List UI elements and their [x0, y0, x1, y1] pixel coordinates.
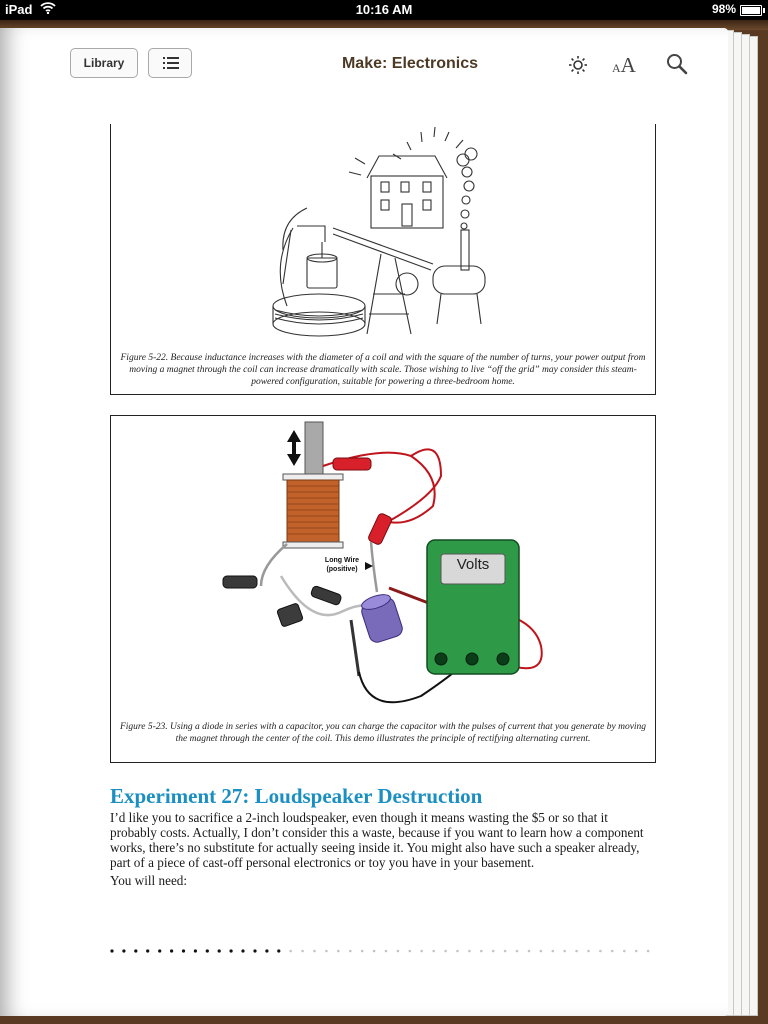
steam-generator-illustration	[111, 124, 655, 346]
progress-dot-empty[interactable]	[528, 950, 531, 953]
progress-dot-empty[interactable]	[599, 950, 602, 953]
progress-dot-filled[interactable]	[110, 949, 113, 952]
progress-dot-empty[interactable]	[337, 950, 340, 953]
book-title: Make: Electronics	[341, 55, 479, 72]
progress-dot-empty[interactable]	[611, 950, 614, 953]
figure-5-22	[110, 124, 656, 395]
progress-dot-filled[interactable]	[170, 949, 173, 952]
font-size-small-label: A	[612, 61, 621, 75]
font-size-icon[interactable]	[612, 53, 636, 78]
progress-dot-empty[interactable]	[385, 950, 388, 953]
progress-dot-filled[interactable]	[265, 949, 268, 952]
progress-dot-empty[interactable]	[373, 950, 376, 953]
progress-dot-empty[interactable]	[504, 950, 507, 953]
progress-dot-empty[interactable]	[397, 950, 400, 953]
figure-5-22-caption: Figure 5-22. Because inductance increases with the diameter of a coil and with the square of the number of turns, your power output from moving a magnet through the coil can increase dramatically with scale. Those wishing to live “off the grid” may consider this steam-powered configuration, suitable for powering a three-bedroom home.	[120, 353, 646, 387]
progress-dot-filled[interactable]	[253, 949, 256, 952]
carrier-label: iPad	[5, 2, 33, 17]
progress-dot-empty[interactable]	[468, 950, 471, 953]
rectifier-circuit-illustration	[111, 416, 655, 716]
long-wire-label-line1: Long Wire	[324, 557, 360, 564]
long-wire-label-line2: (positive)	[326, 566, 358, 573]
progress-dot-empty[interactable]	[313, 950, 316, 953]
meter-display-label: Volts	[456, 556, 490, 573]
toc-button[interactable]	[148, 48, 192, 78]
progress-dot-empty[interactable]	[432, 950, 435, 953]
toc-list-icon	[163, 57, 179, 69]
progress-dot-empty[interactable]	[420, 950, 423, 953]
progress-dot-empty[interactable]	[575, 950, 578, 953]
progress-dot-filled[interactable]	[194, 949, 197, 952]
progress-dot-filled[interactable]	[158, 949, 161, 952]
progress-dot-empty[interactable]	[552, 950, 555, 953]
progress-dot-empty[interactable]	[444, 950, 447, 953]
progress-dot-empty[interactable]	[647, 950, 650, 953]
battery-percent: 98%	[711, 2, 736, 16]
progress-dot-empty[interactable]	[540, 950, 543, 953]
progress-dot-filled[interactable]	[122, 949, 125, 952]
progress-dot-empty[interactable]	[635, 950, 638, 953]
progress-dot-empty[interactable]	[349, 950, 352, 953]
progress-dot-filled[interactable]	[277, 949, 280, 952]
font-size-large-label: A	[620, 53, 636, 77]
progress-dot-empty[interactable]	[480, 950, 483, 953]
figure-5-23	[110, 415, 656, 763]
progress-dot-empty[interactable]	[456, 950, 459, 953]
progress-dot-filled[interactable]	[182, 949, 185, 952]
progress-dot-empty[interactable]	[361, 950, 364, 953]
long-wire-label	[317, 556, 367, 574]
progress-dot-empty[interactable]	[289, 950, 292, 953]
progress-dot-empty[interactable]	[623, 950, 626, 953]
figure-5-23-caption: Figure 5-23. Using a diode in series with a capacitor, you can charge the capacitor with the pulses of current that you generate by moving the magnet through the center of the coil. This demo illustrates the principle of rectifying alternating current.	[119, 722, 647, 744]
progress-dot-empty[interactable]	[516, 950, 519, 953]
progress-dot-empty[interactable]	[409, 950, 412, 953]
progress-dot-filled[interactable]	[230, 949, 233, 952]
progress-dot-filled[interactable]	[218, 949, 221, 952]
progress-dot-empty[interactable]	[325, 950, 328, 953]
progress-dot-filled[interactable]	[206, 949, 209, 952]
progress-dot-empty[interactable]	[563, 950, 566, 953]
progress-dot-empty[interactable]	[492, 950, 495, 953]
body-text	[110, 810, 658, 891]
search-icon[interactable]	[666, 53, 688, 80]
you-will-need: You will need:	[110, 873, 188, 888]
progress-dot-empty[interactable]	[587, 950, 590, 953]
progress-dot-filled[interactable]	[241, 949, 244, 952]
brightness-icon[interactable]	[568, 55, 588, 80]
status-bar	[0, 0, 768, 20]
library-button[interactable]: Library	[70, 48, 138, 78]
progress-dot-empty[interactable]	[301, 950, 304, 953]
progress-dot-filled[interactable]	[134, 949, 137, 952]
progress-dot-filled[interactable]	[146, 949, 149, 952]
section-heading: Experiment 27: Loudspeaker Destruction	[110, 784, 483, 808]
page-progress-dots[interactable]	[110, 946, 658, 956]
paragraph: I’d like you to sacrifice a 2-inch loudspeaker, even though it means wasting the $5 or so that it probably costs. Actually, I don’t consider this a waste, because if you want to learn how a component works, there’s no substitute for actually seeing inside it. You might also have such a speaker already, part of a piece of cast-off personal electronics or toy you have in your basement.	[110, 810, 644, 870]
clock: 10:16 AM	[355, 2, 413, 17]
battery-icon	[740, 5, 762, 16]
